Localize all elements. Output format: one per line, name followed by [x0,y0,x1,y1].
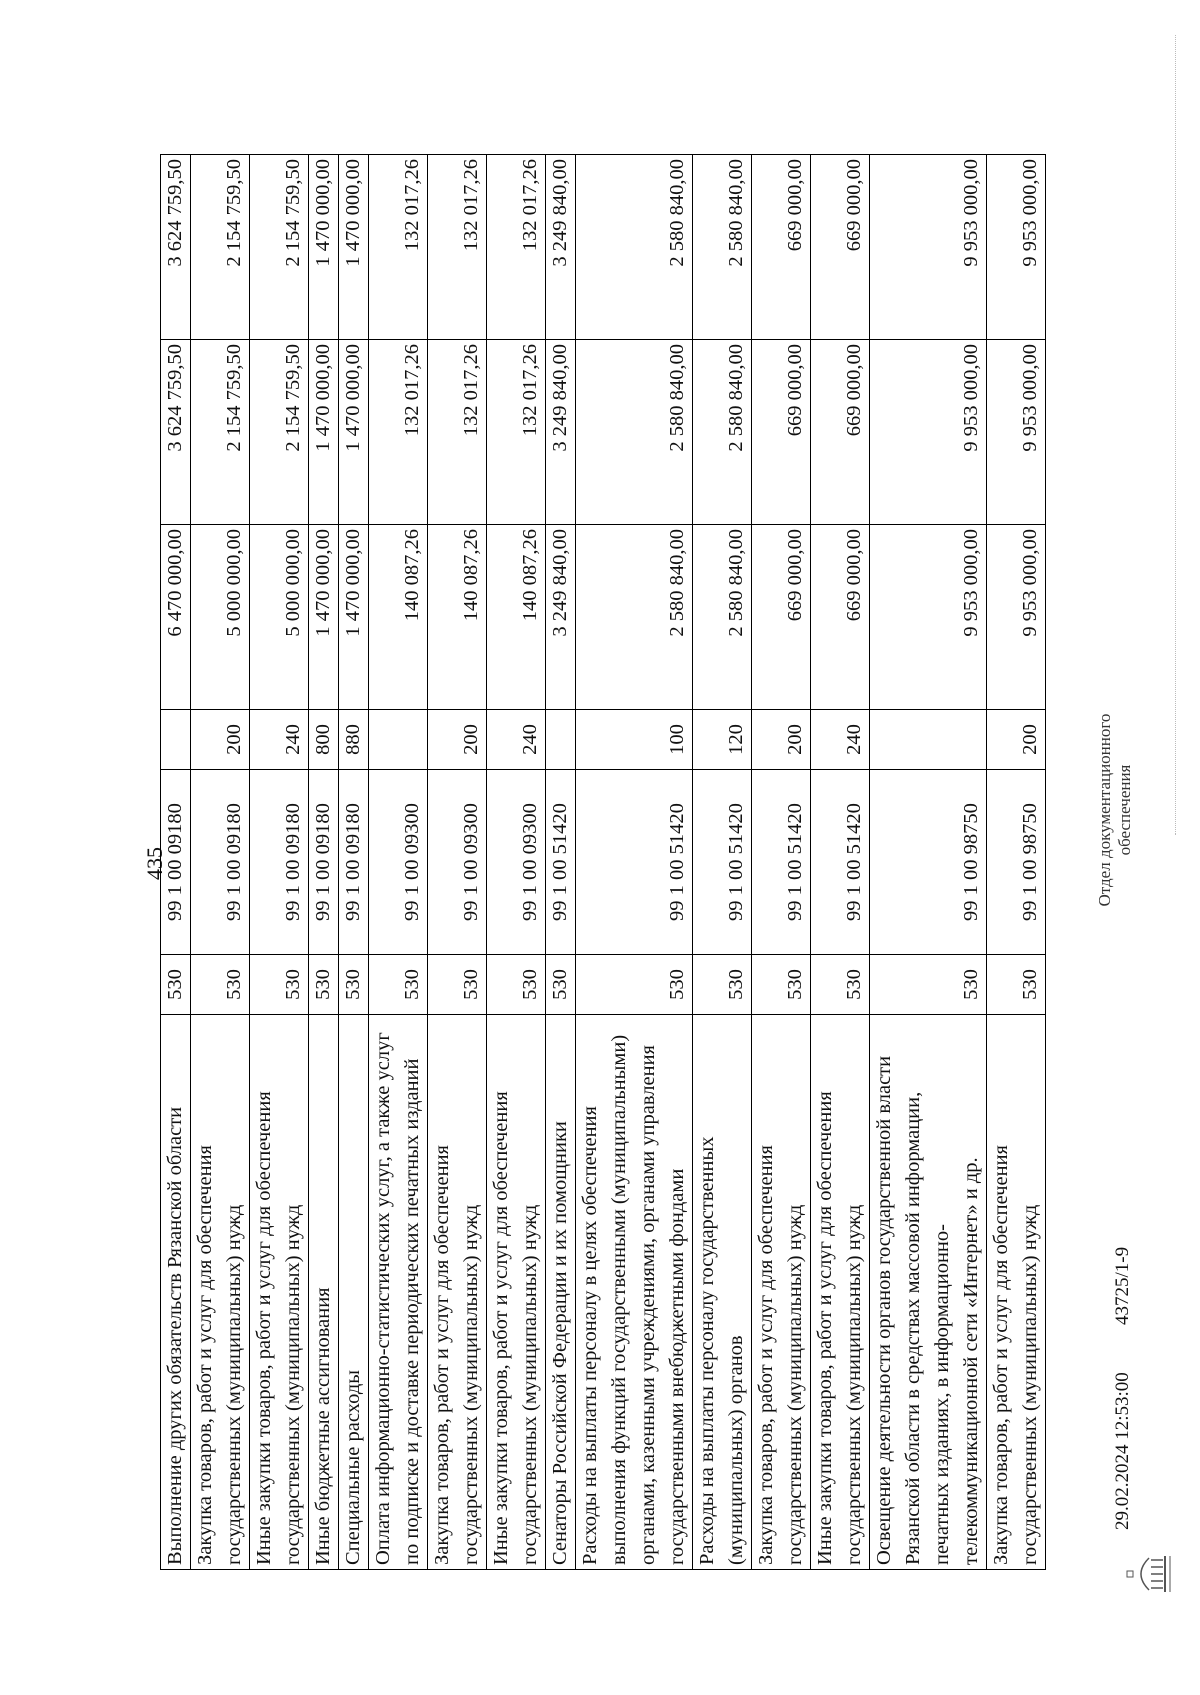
table-row [870,155,987,1570]
row-code-cell: 99 1 00 51420 [576,770,693,955]
budget-table-body [161,155,1046,1570]
row-amount-1-cell: 140 087,26 [369,525,428,710]
row-amount-2-cell: 1 470 000,00 [309,340,339,525]
scan-edge-marks [1175,35,1182,835]
row-amount-3-cell: 1 470 000,00 [309,155,339,340]
row-amount-1-cell: 669 000,00 [811,525,870,710]
row-amount-3-cell: 132 017,26 [428,155,487,340]
row-amount-1-cell: 140 087,26 [428,525,487,710]
row-type-cell [870,710,987,770]
row-type-cell: 200 [752,710,811,770]
row-ministry-cell: 530 [546,955,576,1015]
row-code-cell: 99 1 00 09300 [369,770,428,955]
row-code-cell: 99 1 00 98750 [987,770,1046,955]
row-ministry-cell: 530 [309,955,339,1015]
row-amount-2-cell: 3 624 759,50 [161,340,191,525]
row-name-cell: Расходы на выплаты персоналу государственных (муниципальных) органов [693,1015,752,1570]
row-ministry-cell: 530 [870,955,987,1015]
row-name-cell: Освещение деятельности органов государственной власти Рязанской области в средствах массовой информации, печатных изданиях, в информационно-телекоммуникационной сети «Интернет» и др. [870,1015,987,1570]
row-ministry-cell: 530 [428,955,487,1015]
row-ministry-cell: 530 [250,955,309,1015]
row-code-cell: 99 1 00 09180 [161,770,191,955]
row-amount-3-cell: 132 017,26 [487,155,546,340]
row-name-cell: Оплата информационно-статистических услуг, а также услуг по подписке и доставке периодических печатных изданий [369,1015,428,1570]
row-code-cell: 99 1 00 98750 [870,770,987,955]
row-type-cell: 880 [339,710,369,770]
row-code-cell: 99 1 00 51420 [811,770,870,955]
row-code-cell: 99 1 00 09180 [339,770,369,955]
row-amount-3-cell: 9 953 000,00 [870,155,987,340]
row-amount-1-cell: 1 470 000,00 [339,525,369,710]
row-ministry-cell: 530 [693,955,752,1015]
row-code-cell: 99 1 00 09180 [250,770,309,955]
row-name-cell: Закупка товаров, работ и услуг для обеспечения государственных (муниципальных) нужд [191,1015,250,1570]
row-type-cell [369,710,428,770]
footer-doc-number: 43725/1-9 [1112,1246,1133,1325]
row-amount-3-cell: 2 154 759,50 [191,155,250,340]
budget-table [160,154,1046,1570]
row-type-cell: 240 [487,710,546,770]
row-type-cell: 200 [987,710,1046,770]
row-name-cell: Расходы на выплаты персоналу в целях обеспечения выполнения функций государственными (муниципальными) органами, казенными учреждениями, органами управления государственными внебюджетными фондами [576,1015,693,1570]
table-row [811,155,870,1570]
row-name-cell: Иные закупки товаров, работ и услуг для обеспечения государственных (муниципальных) нужд [811,1015,870,1570]
row-type-cell: 800 [309,710,339,770]
department-stamp: Отдел документационного обеспечения [1095,713,1134,907]
table-row [250,155,309,1570]
row-amount-2-cell: 9 953 000,00 [870,340,987,525]
row-ministry-cell: 530 [161,955,191,1015]
row-ministry-cell: 530 [987,955,1046,1015]
row-amount-2-cell: 9 953 000,00 [987,340,1046,525]
row-name-cell: Выполнение других обязательств Рязанской области [161,1015,191,1570]
row-amount-1-cell: 3 249 840,00 [546,525,576,710]
row-amount-1-cell: 6 470 000,00 [161,525,191,710]
table-row [987,155,1046,1570]
row-amount-2-cell: 2 580 840,00 [576,340,693,525]
table-row [576,155,693,1570]
row-name-cell: Закупка товаров, работ и услуг для обеспечения государственных (муниципальных) нужд [752,1015,811,1570]
duma-logo-icon [1125,1553,1175,1595]
row-type-cell: 120 [693,710,752,770]
row-type-cell [161,710,191,770]
table-row [428,155,487,1570]
row-type-cell: 100 [576,710,693,770]
table-row [487,155,546,1570]
row-type-cell: 200 [428,710,487,770]
row-amount-3-cell: 132 017,26 [369,155,428,340]
row-ministry-cell: 530 [339,955,369,1015]
table-row [693,155,752,1570]
row-name-cell: Закупка товаров, работ и услуг для обеспечения государственных (муниципальных) нужд [987,1015,1046,1570]
row-type-cell: 240 [811,710,870,770]
row-amount-3-cell: 2 580 840,00 [693,155,752,340]
row-amount-1-cell: 669 000,00 [752,525,811,710]
row-amount-2-cell: 132 017,26 [428,340,487,525]
row-amount-1-cell: 5 000 000,00 [191,525,250,710]
row-amount-2-cell: 2 580 840,00 [693,340,752,525]
row-name-cell: Сенаторы Российской Федерации и их помощники [546,1015,576,1570]
table-row [191,155,250,1570]
row-type-cell [546,710,576,770]
row-type-cell: 200 [191,710,250,770]
row-ministry-cell: 530 [369,955,428,1015]
row-name-cell: Иные закупки товаров, работ и услуг для обеспечения государственных (муниципальных) нужд [487,1015,546,1570]
row-amount-1-cell: 2 580 840,00 [693,525,752,710]
row-amount-2-cell: 132 017,26 [369,340,428,525]
row-amount-1-cell: 2 580 840,00 [576,525,693,710]
row-amount-2-cell: 3 249 840,00 [546,340,576,525]
row-amount-1-cell: 1 470 000,00 [309,525,339,710]
row-name-cell: Специальные расходы [339,1015,369,1570]
row-amount-1-cell: 140 087,26 [487,525,546,710]
row-amount-2-cell: 669 000,00 [811,340,870,525]
row-amount-3-cell: 1 470 000,00 [339,155,369,340]
row-name-cell: Иные бюджетные ассигнования [309,1015,339,1570]
row-ministry-cell: 530 [487,955,546,1015]
row-name-cell: Закупка товаров, работ и услуг для обеспечения государственных (муниципальных) нужд [428,1015,487,1570]
row-type-cell: 240 [250,710,309,770]
row-amount-3-cell: 3 249 840,00 [546,155,576,340]
row-code-cell: 99 1 00 51420 [546,770,576,955]
row-ministry-cell: 530 [576,955,693,1015]
row-amount-3-cell: 669 000,00 [811,155,870,340]
row-code-cell: 99 1 00 51420 [752,770,811,955]
page-number: 435 [142,847,167,880]
row-amount-2-cell: 669 000,00 [752,340,811,525]
row-code-cell: 99 1 00 09300 [487,770,546,955]
row-amount-3-cell: 3 624 759,50 [161,155,191,340]
row-amount-2-cell: 132 017,26 [487,340,546,525]
row-code-cell: 99 1 00 09180 [191,770,250,955]
row-amount-3-cell: 669 000,00 [752,155,811,340]
row-code-cell: 99 1 00 09180 [309,770,339,955]
row-amount-2-cell: 2 154 759,50 [191,340,250,525]
row-amount-3-cell: 2 580 840,00 [576,155,693,340]
row-ministry-cell: 530 [752,955,811,1015]
row-name-cell: Иные закупки товаров, работ и услуг для обеспечения государственных (муниципальных) нужд [250,1015,309,1570]
row-ministry-cell: 530 [811,955,870,1015]
row-code-cell: 99 1 00 51420 [693,770,752,955]
row-amount-1-cell: 9 953 000,00 [987,525,1046,710]
row-amount-3-cell: 2 154 759,50 [250,155,309,340]
table-row [339,155,369,1570]
table-row [546,155,576,1570]
row-code-cell: 99 1 00 09300 [428,770,487,955]
footer-date: 29.02.2024 12:53:00 [1112,1372,1133,1530]
row-amount-1-cell: 5 000 000,00 [250,525,309,710]
table-row [309,155,339,1570]
row-amount-2-cell: 2 154 759,50 [250,340,309,525]
table-row [369,155,428,1570]
table-row [752,155,811,1570]
row-amount-1-cell: 9 953 000,00 [870,525,987,710]
row-amount-3-cell: 9 953 000,00 [987,155,1046,340]
row-ministry-cell: 530 [191,955,250,1015]
table-row [161,155,191,1570]
row-amount-2-cell: 1 470 000,00 [339,340,369,525]
